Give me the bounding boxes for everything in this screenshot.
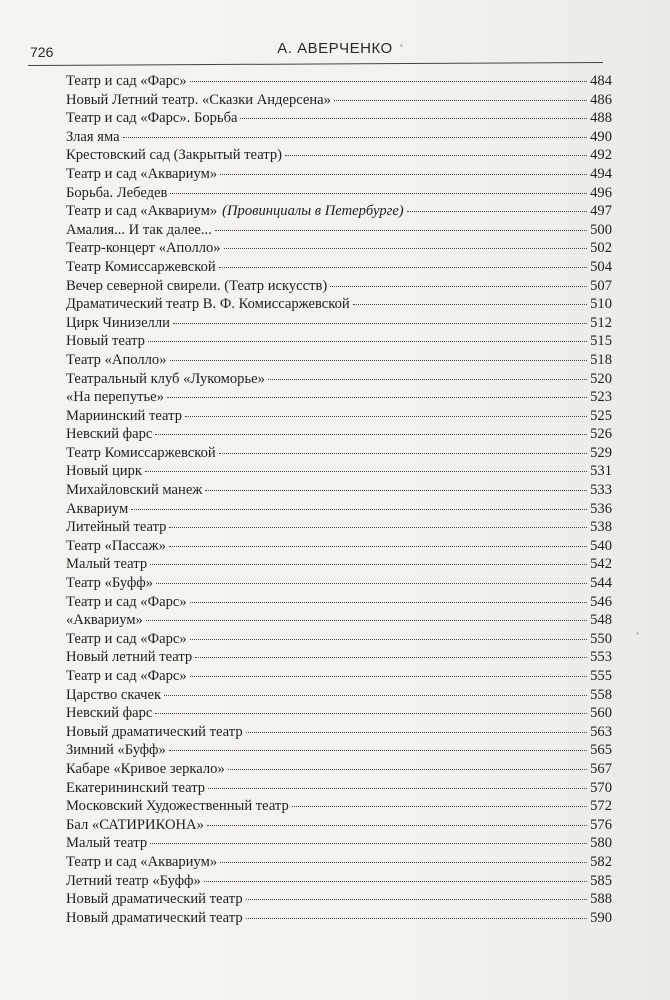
dot-leader bbox=[246, 899, 587, 900]
toc-entry bbox=[66, 425, 612, 444]
toc-entry-title: Московский Художественный театр bbox=[66, 798, 289, 815]
dot-leader bbox=[407, 211, 587, 212]
toc-entry bbox=[66, 630, 612, 649]
dot-leader bbox=[219, 453, 587, 454]
toc-entry-page: 531 bbox=[590, 463, 612, 480]
toc-entry bbox=[66, 109, 612, 128]
dot-leader bbox=[292, 806, 587, 807]
dot-leader bbox=[185, 416, 587, 417]
toc-entry-page: 542 bbox=[590, 556, 612, 573]
toc-entry-page: 565 bbox=[590, 742, 612, 759]
toc-entry bbox=[66, 221, 612, 240]
toc-entry-page: 590 bbox=[590, 909, 612, 926]
toc-entry-page: 563 bbox=[590, 723, 612, 740]
dot-leader bbox=[285, 155, 587, 156]
dot-leader bbox=[207, 825, 587, 826]
dot-leader bbox=[224, 248, 587, 249]
toc-entry-page: 588 bbox=[590, 891, 612, 908]
toc-entry-page: 502 bbox=[590, 240, 612, 257]
toc-entry-title: Злая яма bbox=[66, 128, 120, 145]
toc-entry-title: Театр и сад «Фарс» bbox=[66, 73, 187, 89]
dot-leader bbox=[164, 695, 587, 696]
toc-entry bbox=[66, 295, 612, 314]
dot-leader bbox=[208, 788, 587, 789]
dot-leader bbox=[155, 713, 587, 714]
dot-leader bbox=[215, 230, 587, 231]
toc-entry-title: Новый драматический театр bbox=[66, 909, 243, 926]
toc-entry-title: Крестовский сад (Закрытый театр) bbox=[66, 147, 283, 164]
toc-entry-title: Летний театр «Буфф» bbox=[66, 872, 201, 889]
toc-entry bbox=[66, 853, 612, 872]
toc-entry-page: 576 bbox=[590, 816, 612, 833]
dot-leader bbox=[167, 397, 587, 398]
toc-entry-title: Борьба. Лебедев bbox=[66, 184, 168, 201]
dot-leader bbox=[169, 546, 587, 547]
toc-entry-title: Новый драматический театр bbox=[66, 891, 243, 908]
toc-entry bbox=[66, 407, 612, 426]
toc-entry-page: 550 bbox=[590, 630, 612, 647]
toc-entry bbox=[66, 481, 612, 500]
dot-leader bbox=[334, 100, 587, 101]
dot-leader bbox=[205, 490, 587, 491]
toc-entry-title: Невский фарс bbox=[66, 705, 153, 722]
dot-leader bbox=[220, 174, 587, 175]
toc-entry bbox=[66, 518, 612, 537]
dot-leader bbox=[156, 583, 587, 584]
page-number: 726 bbox=[30, 44, 54, 60]
toc-entry-title: Театральный клуб «Лукоморье» bbox=[66, 370, 265, 387]
running-head-author: А. АВЕРЧЕНКО bbox=[277, 40, 393, 57]
toc-entry-title: Театр и сад «Фарс» bbox=[66, 668, 187, 684]
toc-entry-page: 512 bbox=[590, 314, 612, 331]
toc-entry-page: 523 bbox=[590, 389, 612, 406]
toc-entry-title: Аквариум bbox=[66, 500, 129, 517]
toc-entry-page: 525 bbox=[590, 407, 612, 424]
dot-leader bbox=[219, 267, 587, 268]
toc-entry bbox=[66, 593, 612, 612]
toc-entry bbox=[66, 816, 612, 835]
toc-entry bbox=[66, 872, 612, 891]
toc-entry bbox=[66, 648, 612, 667]
toc-entry bbox=[66, 555, 612, 574]
toc-entry-title: Театр и сад «Аквариум» bbox=[66, 853, 218, 870]
toc-entry-title: Царство скачек bbox=[66, 686, 162, 703]
toc-entry-page: 548 bbox=[590, 612, 612, 629]
toc-entry-page: 540 bbox=[590, 537, 612, 554]
toc-entry bbox=[66, 91, 612, 110]
toc-entry bbox=[66, 797, 612, 816]
toc-entry-title: Драматический театр В. Ф. Комиссаржевской bbox=[66, 296, 350, 313]
toc-entry-page: 546 bbox=[590, 593, 612, 610]
dot-leader bbox=[148, 341, 587, 342]
toc-entry-page: 567 bbox=[590, 760, 612, 777]
dot-leader bbox=[155, 434, 587, 435]
toc-entry bbox=[66, 574, 612, 593]
toc-entry-page: 560 bbox=[590, 705, 612, 722]
toc-entry-title: Михайловский манеж bbox=[66, 482, 203, 499]
toc-entry-page: 507 bbox=[590, 277, 612, 294]
toc-entry-page: 536 bbox=[590, 500, 612, 517]
paper-speck bbox=[400, 44, 403, 47]
toc-entry-title: Литейный театр bbox=[66, 519, 167, 536]
toc-entry-page: 582 bbox=[590, 853, 612, 870]
toc-entry-page: 570 bbox=[590, 779, 612, 796]
toc-entry-page: 510 bbox=[590, 296, 612, 313]
toc-entry-title: Театр «Пассаж» bbox=[66, 537, 166, 554]
toc-entry bbox=[66, 72, 612, 91]
toc-entry-title: Театр и сад «Аквариум» bbox=[66, 203, 218, 220]
toc-entry bbox=[66, 202, 612, 221]
toc-entry bbox=[66, 704, 612, 723]
toc-entry-title: Цирк Чинизелли bbox=[66, 314, 170, 331]
toc-entry bbox=[66, 462, 612, 481]
toc-entry-title: Новый цирк bbox=[66, 463, 142, 480]
toc-entry-title: Кабаре «Кривое зеркало» bbox=[66, 760, 225, 777]
dot-leader bbox=[170, 360, 587, 361]
toc-entry-title: Театр и сад «Фарс». Борьба bbox=[66, 110, 238, 127]
toc-entry bbox=[66, 370, 612, 389]
dot-leader bbox=[330, 286, 587, 287]
toc-entry bbox=[66, 146, 612, 165]
toc-entry bbox=[66, 184, 612, 203]
toc-entry-title: Театр «Аполло» bbox=[66, 351, 167, 368]
toc-entry-title: Театр «Буфф» bbox=[66, 575, 153, 592]
dot-leader bbox=[240, 118, 587, 119]
toc-entry bbox=[66, 686, 612, 705]
dot-leader bbox=[190, 602, 587, 603]
toc-entry bbox=[66, 779, 612, 798]
dot-leader bbox=[150, 843, 587, 844]
dot-leader bbox=[173, 323, 587, 324]
toc-entry-title: Амалия... И так далее... bbox=[66, 221, 212, 238]
toc-entry-title: Новый драматический театр bbox=[66, 723, 243, 740]
dot-leader bbox=[131, 509, 587, 510]
paper-speck bbox=[636, 632, 639, 635]
dot-leader bbox=[353, 304, 587, 305]
toc-entry bbox=[66, 741, 612, 760]
toc-entry-page: 504 bbox=[590, 258, 612, 275]
toc-entry-title: Малый театр bbox=[66, 556, 148, 573]
toc-entry bbox=[66, 537, 612, 556]
toc-entry-title: Невский фарс bbox=[66, 426, 153, 443]
toc-entry-title: «На перепутье» bbox=[66, 389, 164, 406]
toc-entry-title: «Аквариум» bbox=[66, 612, 143, 629]
dot-leader bbox=[169, 750, 587, 751]
toc-entry-title: Екатерининский театр bbox=[66, 779, 206, 796]
toc-entry-page: 518 bbox=[590, 351, 612, 368]
toc-entry-title: Малый театр bbox=[66, 835, 148, 852]
dot-leader bbox=[169, 527, 587, 528]
toc-entry-title: Вечер северной свирели. (Театр искусств) bbox=[66, 277, 328, 294]
toc-entry bbox=[66, 909, 612, 928]
dot-leader bbox=[190, 639, 587, 640]
dot-leader bbox=[145, 471, 587, 472]
toc-entry bbox=[66, 314, 612, 333]
toc-entry bbox=[66, 890, 612, 909]
toc-entry-title: Мариинский театр bbox=[66, 407, 183, 424]
toc-entry-page: 496 bbox=[590, 184, 612, 201]
dot-leader bbox=[246, 918, 587, 919]
toc-entry-page: 553 bbox=[590, 649, 612, 666]
toc-entry-title: Театр и сад «Фарс» bbox=[66, 593, 187, 610]
toc-entry-page: 538 bbox=[590, 519, 612, 536]
toc-entry-page: 486 bbox=[590, 91, 612, 108]
toc-entry bbox=[66, 500, 612, 519]
dot-leader bbox=[195, 657, 587, 658]
toc-entry-title: Зимний «Буфф» bbox=[66, 742, 166, 759]
toc-entry bbox=[66, 667, 612, 686]
toc-entry bbox=[66, 388, 612, 407]
toc-entry bbox=[66, 277, 612, 296]
toc-entry-page: 526 bbox=[590, 426, 612, 443]
toc-entry-page: 490 bbox=[590, 128, 612, 145]
dot-leader bbox=[150, 564, 587, 565]
toc-entry bbox=[66, 723, 612, 742]
dot-leader bbox=[228, 769, 587, 770]
dot-leader bbox=[246, 732, 587, 733]
toc-entry bbox=[66, 128, 612, 147]
toc-entry-title: Театр Комиссаржевской bbox=[66, 444, 216, 461]
dot-leader bbox=[146, 620, 587, 621]
toc-entry-page: 585 bbox=[590, 872, 612, 889]
toc-entry bbox=[66, 444, 612, 463]
toc-entry-title: Новый Летний театр. «Сказки Андерсена» bbox=[66, 91, 331, 108]
toc-entry bbox=[66, 834, 612, 853]
toc-entry-title: Театр Комиссаржевской bbox=[66, 258, 216, 275]
toc-entry-page: 488 bbox=[590, 110, 612, 127]
toc-entry-page: 494 bbox=[590, 165, 612, 182]
toc-entry-subtitle: (Провинциалы в Петербурге) bbox=[222, 203, 404, 220]
table-of-contents bbox=[66, 72, 612, 927]
toc-entry-page: 500 bbox=[590, 221, 612, 238]
toc-entry bbox=[66, 258, 612, 277]
toc-entry-title: Театр и сад «Аквариум» bbox=[66, 165, 218, 182]
toc-entry-page: 520 bbox=[590, 370, 612, 387]
toc-entry-page: 558 bbox=[590, 686, 612, 703]
toc-entry-page: 529 bbox=[590, 444, 612, 461]
toc-entry-page: 544 bbox=[590, 575, 612, 592]
toc-entry bbox=[66, 351, 612, 370]
dot-leader bbox=[220, 862, 587, 863]
toc-entry bbox=[66, 239, 612, 258]
toc-entry-page: 580 bbox=[590, 835, 612, 852]
toc-entry-title: Театр и сад «Фарс» bbox=[66, 630, 187, 647]
dot-leader bbox=[190, 81, 587, 82]
dot-leader bbox=[268, 379, 587, 380]
toc-entry-page: 533 bbox=[590, 482, 612, 499]
toc-entry-title: Театр-концерт «Аполло» bbox=[66, 240, 221, 257]
toc-entry-page: 572 bbox=[590, 798, 612, 815]
toc-entry-page: 555 bbox=[590, 668, 612, 684]
toc-entry bbox=[66, 165, 612, 184]
toc-entry-page: 515 bbox=[590, 333, 612, 350]
dot-leader bbox=[204, 881, 587, 882]
dot-leader bbox=[190, 676, 587, 677]
dot-leader bbox=[123, 137, 587, 138]
toc-entry-page: 497 bbox=[590, 203, 612, 220]
toc-entry-page: 484 bbox=[590, 73, 612, 89]
toc-entry-title: Новый театр bbox=[66, 333, 145, 350]
toc-entry-title: Бал «САТИРИКОНА» bbox=[66, 816, 204, 833]
toc-entry bbox=[66, 760, 612, 779]
toc-entry-title: Новый летний театр bbox=[66, 649, 193, 666]
dot-leader bbox=[170, 193, 587, 194]
toc-entry-page: 492 bbox=[590, 147, 612, 164]
toc-entry bbox=[66, 611, 612, 630]
header-rule bbox=[28, 62, 603, 66]
toc-entry bbox=[66, 332, 612, 351]
